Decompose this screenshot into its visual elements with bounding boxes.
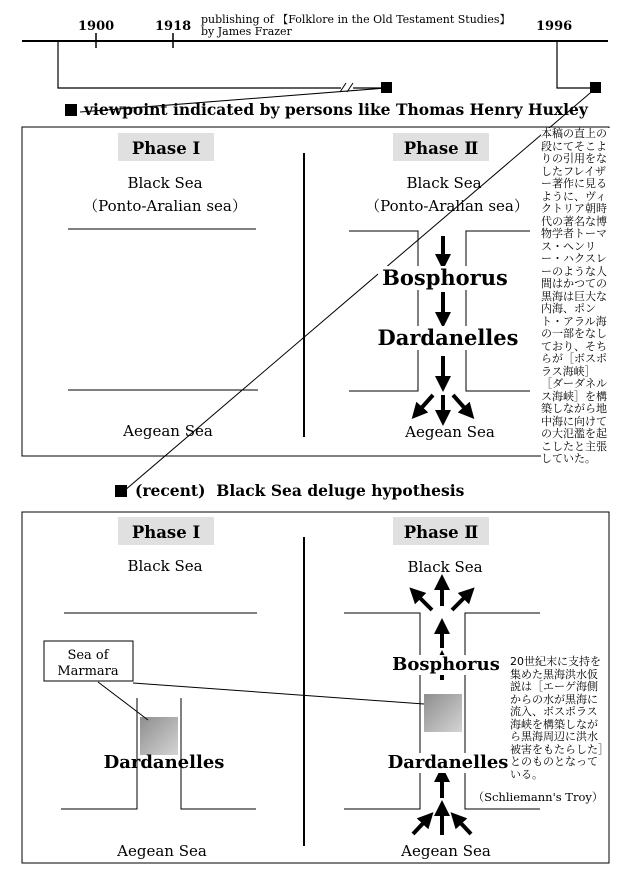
timeline [22,13,608,93]
marmara-pointer-right [133,683,424,704]
section1-japanese-note: 本稿の直上の段にてそこよりの引用をなしたフレイザー著作に見るように、ヴィクトリア朝時代の著名な博物学者トーマス・ヘンリー・ハクスレーのような人間はかつての黒海は巨大な内海、ポント・アラル海の一部をなしており、そちらが［ボスポラス海峡］［ダーダネルス海峡］を構築しながら地中海に向けての大氾濫を起こしたと主張していた。 [541,128,611,466]
s1-dardanelles-label: Dardanelles [377,325,519,350]
deluge-era-bracket [557,41,590,88]
year-1996-label: 1996 [536,19,573,34]
schliemanns-troy-label: （Schliemann's Troy） [472,790,604,804]
s1-phase1-aegean-sea: Aegean Sea [123,422,213,440]
section2-heading: (recent) Black Sea deluge hypothesis [135,481,465,500]
s2-bosphorus-label: Bosphorus [392,654,500,675]
section1-heading: viewpoint indicated by persons like Thomas Henry Huxley [84,100,588,119]
s1-phase1-title: Phase Ⅰ [131,139,201,158]
s1-phase2-black-sea: Black Sea [406,174,482,192]
s1-bosphorus-label: Bosphorus [382,265,508,290]
s2-phase2-left-shore [344,613,420,809]
publication-label-line2: by James Frazer [201,25,292,38]
s2-arrow-in-left [413,818,428,834]
s2-phase2-aegean-sea: Aegean Sea [401,842,491,860]
s2-phase1-aegean-sea: Aegean Sea [117,842,207,860]
s2-phase1-dardanelles: Dardanelles [103,752,225,773]
s1-arrow-spread-right [453,395,469,413]
sea-of-marmara-label-line1: Sea of [67,648,109,663]
publication-label-line1: publishing of 【Folklore in the Old Testament Studies】 [201,13,511,26]
s2-arrow-out-left [415,593,432,610]
s2-phase1-title: Phase Ⅰ [131,523,201,542]
s1-phase2-right-shore [466,231,530,391]
s2-phase2-marmara-square [424,694,462,732]
sea-of-marmara-label-line2: Marmara [57,664,119,679]
section2-japanese-note: 20世紀末に支持を集めた黒海洪水仮説は［エーゲ海側からの水が黒海に流入、ボスポラス海峡を構築しながら黒海周辺に洪水被害をもたらした］とのものとなっている。 [510,656,608,781]
huxley-era-marker [381,82,392,93]
s2-arrow-out-right [452,593,469,610]
year-1900-label: 1900 [78,19,115,34]
s1-phase2-ponto-aralian: （Ponto-Aralian sea） [365,197,529,215]
s2-phase2-black-sea: Black Sea [407,558,483,576]
s1-phase2-left-shore [349,231,418,391]
s1-phase1-ponto-aralian: （Ponto-Aralian sea） [83,197,247,215]
s1-phase1-black-sea: Black Sea [127,174,203,192]
s2-phase1-marmara-square [140,717,178,755]
s1-phase2-aegean-sea: Aegean Sea [405,423,495,441]
s2-arrow-in-right [456,818,471,834]
marmara-pointer-left [98,682,148,720]
s1-phase2-title: Phase Ⅱ [403,139,479,158]
section1-bullet [65,104,77,116]
section2-bullet [115,485,127,497]
s1-arrow-spread-left [417,395,433,413]
year-1918-label: 1918 [155,19,192,34]
section1-panel [22,127,609,456]
s2-dardanelles-label: Dardanelles [387,752,509,773]
s2-phase1-black-sea: Black Sea [127,557,203,575]
s2-phase2-title: Phase Ⅱ [403,523,479,542]
huxley-era-bracket [58,41,381,88]
